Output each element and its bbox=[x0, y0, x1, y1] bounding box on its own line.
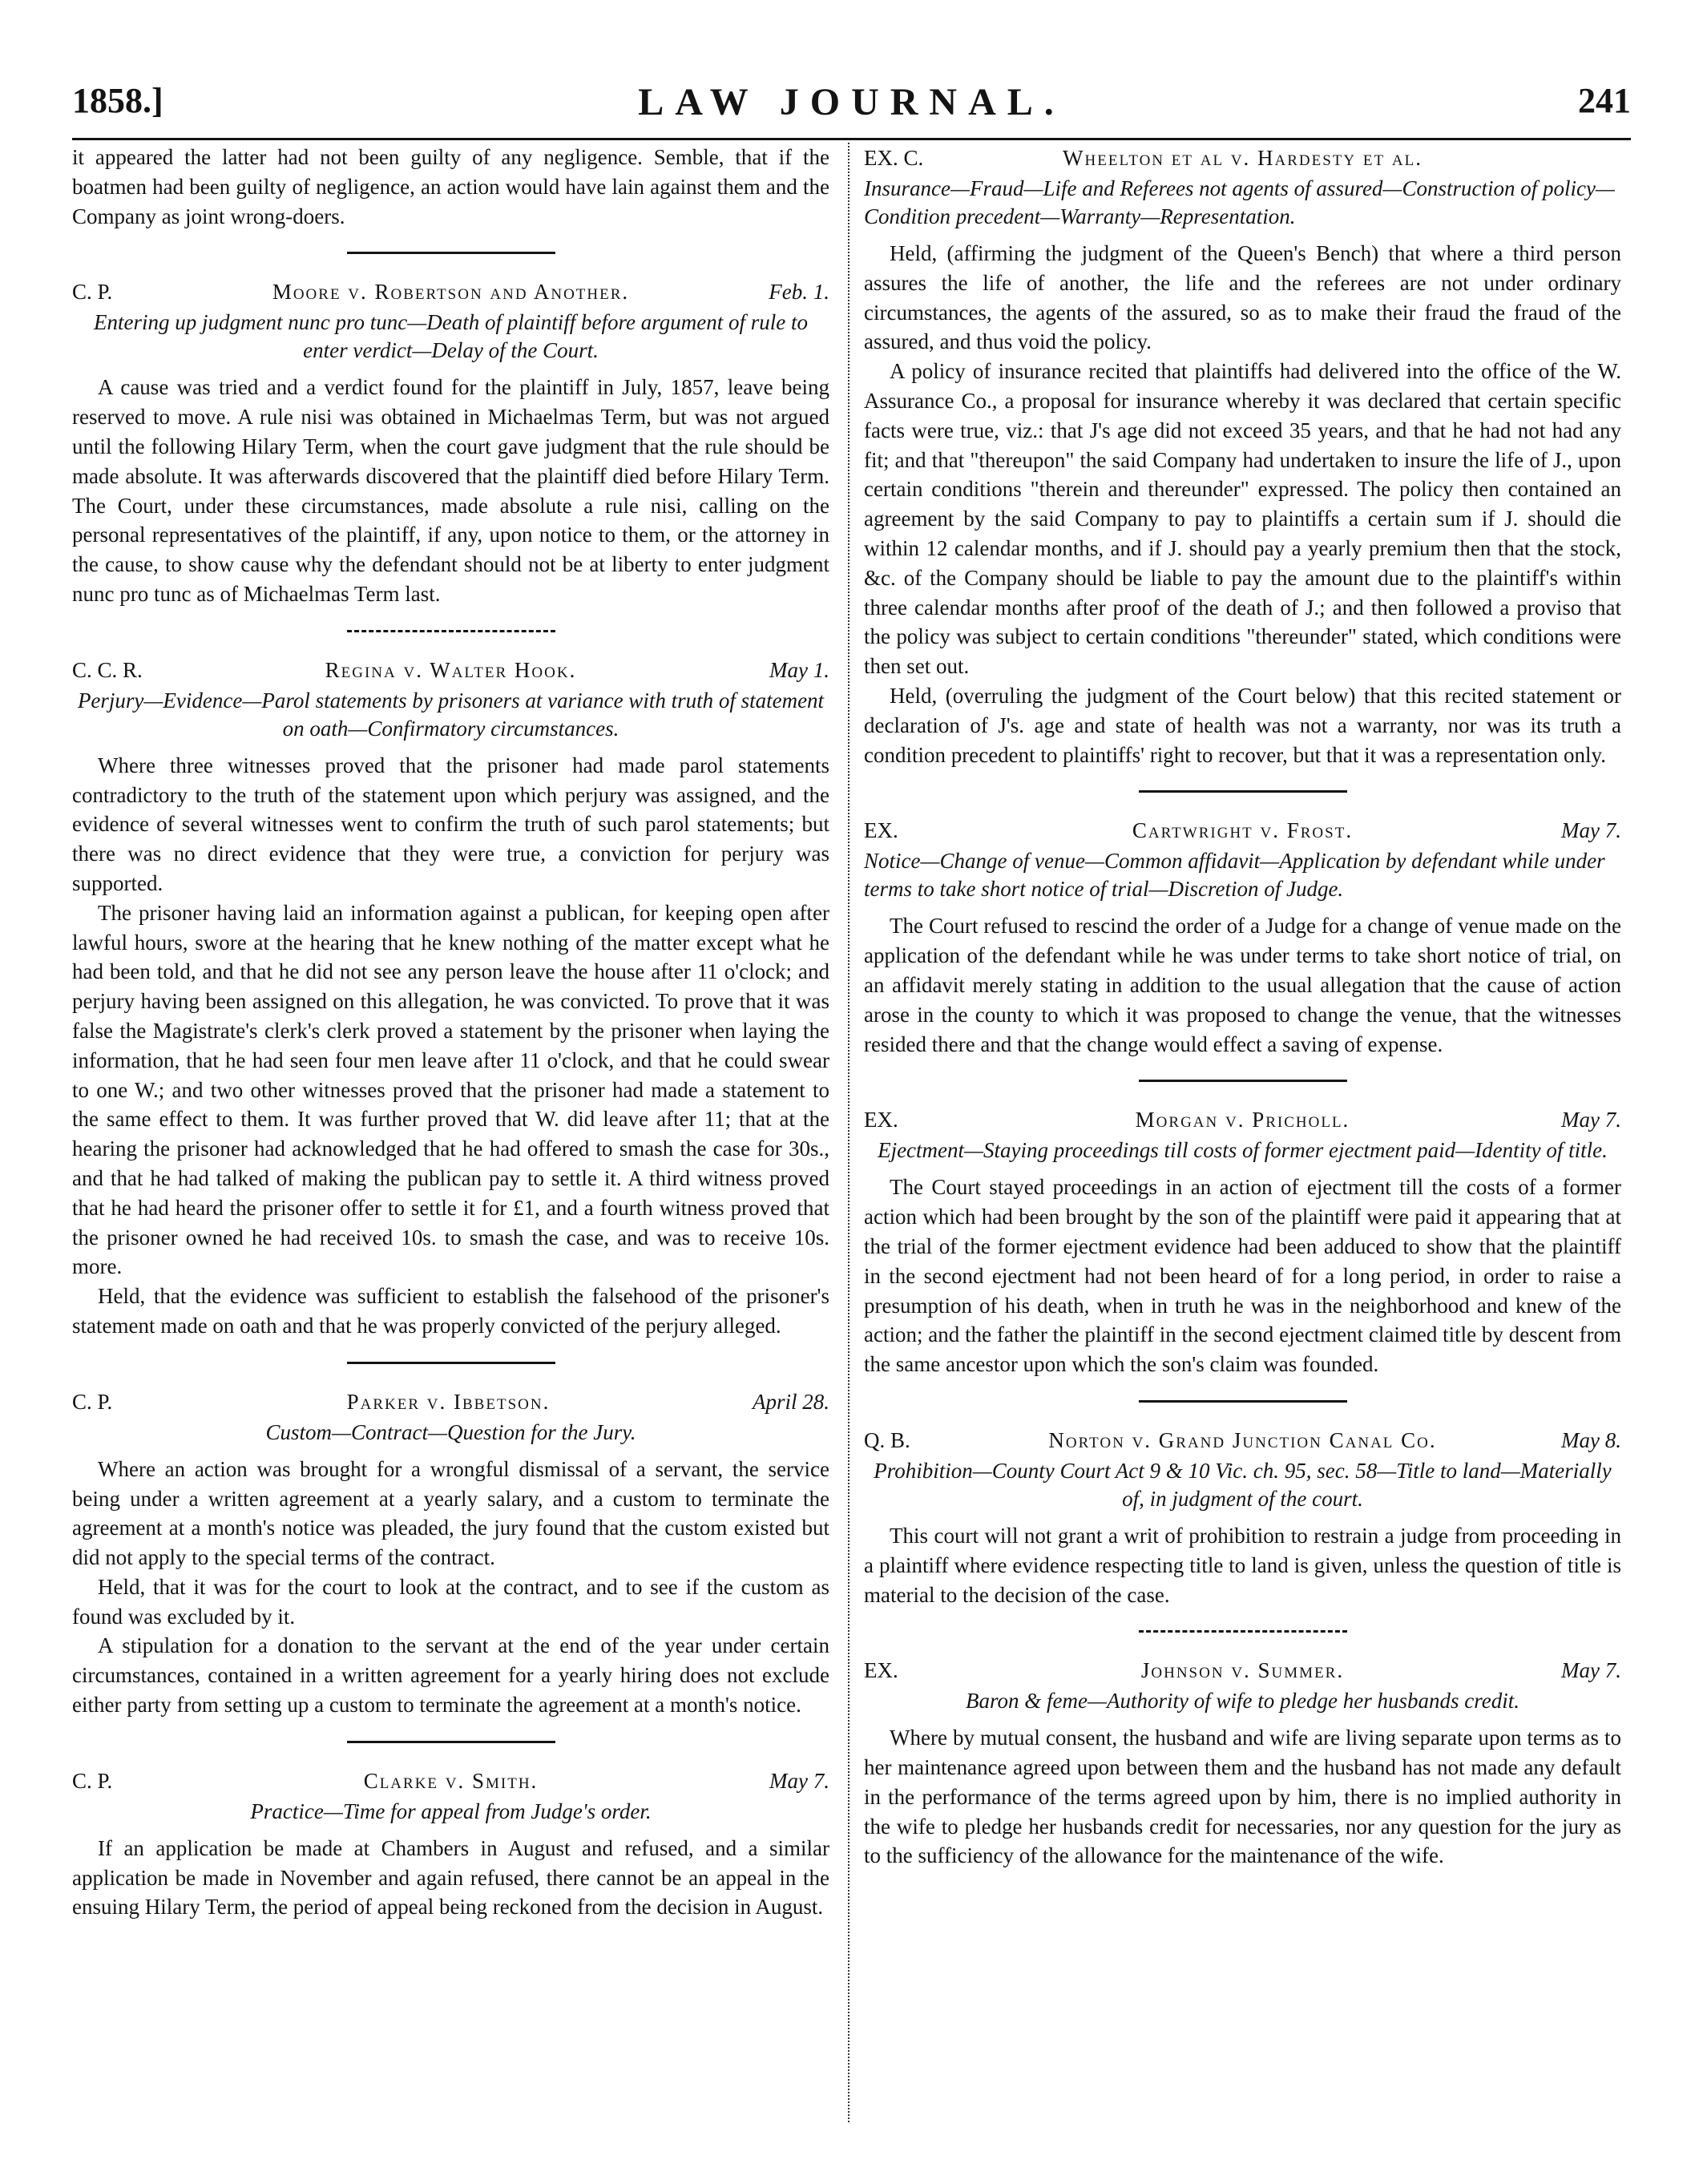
case-date: May 7. bbox=[1561, 818, 1621, 843]
header-journal-title: LAW JOURNAL. bbox=[638, 81, 1065, 123]
case-headnote: Custom—Contract—Question for the Jury. bbox=[265, 1419, 636, 1444]
case-title: Cartwright v. Frost. bbox=[1132, 818, 1354, 843]
case-separator bbox=[1139, 1080, 1347, 1082]
case-parker-v-ibbetson bbox=[72, 1387, 829, 1720]
case-paragraph: If an application be made at Chambers in August and refused, and a similar application be made in November and again refused, there cannot be an appeal in the ensuing Hilary Term, the period of appeal being reckoned from the decision in August. bbox=[72, 1835, 829, 1920]
case-date: May 7. bbox=[1561, 1108, 1621, 1132]
case-norton-v-grand-junction bbox=[864, 1425, 1621, 1609]
case-court: Q. B. bbox=[864, 1427, 910, 1452]
case-moore-v-robertson bbox=[72, 277, 829, 608]
case-heading bbox=[864, 143, 1621, 173]
case-court: C. P. bbox=[72, 1389, 113, 1414]
case-headnote: Prohibition—County Court Act 9 & 10 Vic. ch. 95, sec. 58—Title to land—Materially of, in judgment of the court. bbox=[874, 1458, 1612, 1511]
case-separator bbox=[1139, 1630, 1347, 1633]
case-heading bbox=[72, 277, 829, 307]
case-separator bbox=[347, 1741, 555, 1743]
case-date: Feb. 1. bbox=[769, 280, 829, 305]
case-paragraph: A stipulation for a donation to the servant at the end of the year under certain circumstances, contained in a written agreement for a yearly hiring does not exclude either party from setting up a custom to terminate the agreement at a month's notice. bbox=[72, 1633, 829, 1718]
left-column bbox=[72, 143, 829, 1922]
case-heading bbox=[72, 1766, 829, 1796]
case-paragraph: A cause was tried and a verdict found for the plaintiff in July, 1857, leave being reserved to move. A rule nisi was obtained in Michaelmas Term, but was not argued until the following Hilary Term, when the court gave judgment that the rule should be made absolute. It was afterwards discovered that the plaintiff died before Hilary Term. The Court, under these circumstances, made absolute a rule nisi, calling on the personal representatives of the plaintiff, if any, upon notice to them, or the attorney in the cause, to show cause why the defendant should not be at liberty to enter judgment nunc pro tunc as of Michaelmas Term last. bbox=[72, 375, 829, 606]
case-regina-v-hook bbox=[72, 655, 829, 1341]
case-date: May 8. bbox=[1561, 1427, 1621, 1452]
right-column bbox=[864, 143, 1621, 1871]
case-heading bbox=[72, 1387, 829, 1417]
case-paragraph: Where three witnesses proved that the prisoner had made parol statements contradictory to the truth of the statement upon which perjury was assigned, and the evidence of several witnesses went to confirm the truth of such parol statements; but there was no direct evidence that they were true, a conviction for perjury was supported. bbox=[72, 753, 829, 895]
continuation-paragraph: it appeared the latter had not been guilty of any negligence. Semble, that if the boatmen had been guilty of negligence, an action would have lain against them and the Company as joint wrong-doers. bbox=[72, 145, 829, 228]
case-paragraph: The prisoner having laid an information against a publican, for keeping open after lawful hours, swore at the hearing that he knew nothing of the matter except what he had been told, and that he did not see any person leave the house after 11 o'clock; and perjury having been assigned on this allegation, he was convicted. To prove that it was false the Magistrate's clerk's clerk proved a statement by the prisoner when laying the information, that he had seen four men leave after 11 o'clock, and that he could swear to one W.; and two other witnesses proved that the prisoner had made a statement to the same effect to them. It was further proved that W. did leave after 11; that at the hearing the prisoner had acknowledged that he had offered to smash the case for 30s., and that he had talked of making the publican pay to settle it. A third witness proved that he had heard the prisoner offer to settle it for £1, and a fourth witness proved that the prisoner owned he had received 10s. to smash the case, and was to receive 10s. more. bbox=[72, 900, 829, 1279]
case-title: Regina v. Walter Hook. bbox=[325, 657, 577, 682]
case-title: Morgan v. Pricholl. bbox=[1135, 1108, 1350, 1132]
case-title: Wheelton et al v. Hardesty et al. bbox=[1063, 146, 1423, 170]
case-paragraph: The Court stayed proceedings in an action of ejectment till the costs of a former action which had been brought by the son of the plaintiff were paid it appearing that at the trial of the former ejectment evidence had been adduced to show that the plaintiff in the second ejectment had not been heard of for a long period, in order to raise a presumption of his death, when in truth he was in the neighborhood and knew of the action; and the father the plaintiff in the second ejectment claimed title by descent from the same ancestor upon which the son's claim was founded. bbox=[864, 1175, 1621, 1377]
case-date: May 7. bbox=[1561, 1658, 1621, 1683]
case-separator bbox=[347, 252, 555, 254]
case-headnote: Insurance—Fraud—Life and Referees not agents of assured—Construction of policy—Condition precedent—Warranty—Representation. bbox=[864, 176, 1615, 228]
case-title: Parker v. Ibbetson. bbox=[346, 1389, 551, 1414]
case-wheelton-v-hardesty bbox=[864, 143, 1621, 769]
case-court: EX. bbox=[864, 1658, 898, 1683]
case-paragraph: Held, that the evidence was sufficient to establish the falsehood of the prisoner's statement made on oath and that he was properly convicted of the perjury alleged. bbox=[72, 1284, 829, 1338]
case-cartwright-v-frost bbox=[864, 815, 1621, 1059]
case-court: C. P. bbox=[72, 280, 113, 305]
case-paragraph: Where by mutual consent, the husband and wife are living separate upon terms as to her maintenance agreed upon between them and the husband has not made any default in the performance of the terms agreed upon by him, there is no implied authority in the wife to pledge her husbands credit for necessaries, nor any question for the jury as to the sufficiency of the allowance for the maintenance of the wife. bbox=[864, 1726, 1621, 1868]
case-paragraph: The Court refused to rescind the order of a Judge for a change of venue made on the application of the defendant while he was under terms to take short notice of trial, on an affidavit merely stating in addition to the usual allegation that the cause of action arose in the county to which it was proposed to change the venue, that the witnesses resided there and that the change would effect a saving of expense. bbox=[864, 914, 1621, 1056]
case-paragraph: Held, (affirming the judgment of the Queen's Bench) that where a third person assures the life of another, the life and the referees are not under ordinary circumstances, the agents of the assured, so as to make their fraud the fraud of the assured, and thus void the policy. bbox=[864, 241, 1621, 354]
case-headnote: Practice—Time for appeal from Judge's order. bbox=[250, 1798, 652, 1823]
case-separator bbox=[1139, 1400, 1347, 1403]
case-separator bbox=[347, 1362, 555, 1364]
case-paragraph: This court will not grant a writ of prohibition to restrain a judge from proceeding in a plaintiff where evidence respecting title to land is given, unless the question of title is material to the decision of the case. bbox=[864, 1523, 1621, 1607]
case-headnote: Ejectment—Staying proceedings till costs of former ejectment paid—Identity of title. bbox=[878, 1138, 1608, 1163]
page-header bbox=[72, 80, 1631, 128]
case-court: C. P. bbox=[72, 1768, 113, 1793]
case-heading bbox=[864, 1425, 1621, 1455]
case-heading bbox=[864, 1104, 1621, 1135]
case-headnote: Baron & feme—Authority of wife to pledge her husbands credit. bbox=[966, 1689, 1519, 1714]
case-title: Norton v. Grand Junction Canal Co. bbox=[1048, 1427, 1437, 1452]
case-date: April 28. bbox=[752, 1389, 829, 1414]
case-title: Clarke v. Smith. bbox=[363, 1768, 539, 1793]
header-page-number: 241 bbox=[1578, 81, 1631, 120]
case-headnote: Entering up judgment nunc pro tunc—Death of plaintiff before argument of rule to enter verdict—Delay of the Court. bbox=[94, 310, 808, 363]
case-paragraph: Held, (overruling the judgment of the Court below) that this recited statement or declaration of J's. age and state of health was not a warranty, nor was its truth a condition precedent to plaintiffs' right to recover, but that it was a representation only. bbox=[864, 683, 1621, 767]
case-court: C. C. R. bbox=[72, 657, 143, 682]
case-court: EX. C. bbox=[864, 146, 924, 170]
case-paragraph: A policy of insurance recited that plaintiffs had delivered into the office of the W. Assurance Co., a proposal for insurance whereby it was declared that certain specific facts were true, viz.: that J's age did not exceed 35 years, and that he had not had any fit; and that "thereupon" the said Company had undertaken to insure the life of J., upon certain conditions "therein and thereunder" expressed. The policy then contained an agreement by the said Company to pay to plaintiffs a certain sum if J. should die within 12 calendar months, and if J. should pay a yearly premium then that the stock, &c. of the Company should be liable to pay the amount due to the plaintiff's within three calendar months after proof of the death of J.; and then followed a proviso that the policy was subject to certain conditions "thereunder" stated, which conditions were then set out. bbox=[864, 359, 1621, 679]
case-date: May 1. bbox=[769, 657, 829, 682]
case-paragraph: Where an action was brought for a wrongful dismissal of a servant, the service being under a written agreement at a yearly salary, and a custom to terminate the agreement at a month's notice was pleaded, the jury found that the custom existed but did not apply to the special terms of the contract. bbox=[72, 1456, 829, 1570]
case-morgan-v-pricholl bbox=[864, 1104, 1621, 1379]
case-court: EX. bbox=[864, 1108, 898, 1132]
case-johnson-v-summer bbox=[864, 1655, 1621, 1871]
header-rule bbox=[72, 138, 1631, 140]
header-year: 1858.] bbox=[72, 81, 163, 120]
case-clarke-v-smith bbox=[72, 1766, 829, 1922]
case-title: Johnson v. Summer. bbox=[1140, 1658, 1345, 1683]
column-divider bbox=[848, 143, 849, 2122]
case-headnote: Notice—Change of venue—Common affidavit—Application by defendant while under terms to take short notice of trial—Discretion of Judge. bbox=[864, 849, 1605, 902]
case-paragraph: Held, that it was for the court to look at the contract, and to see if the custom as found was excluded by it. bbox=[72, 1574, 829, 1629]
case-heading bbox=[72, 655, 829, 685]
case-heading bbox=[864, 815, 1621, 846]
case-heading bbox=[864, 1655, 1621, 1685]
case-date: May 7. bbox=[769, 1768, 829, 1793]
case-separator bbox=[347, 630, 555, 632]
case-separator bbox=[1139, 790, 1347, 793]
case-headnote: Perjury—Evidence—Parol statements by prisoners at variance with truth of statement on oath—Confirmatory circumstances. bbox=[77, 688, 825, 741]
case-title: Moore v. Robertson and Another. bbox=[272, 280, 630, 305]
case-court: EX. bbox=[864, 818, 898, 843]
